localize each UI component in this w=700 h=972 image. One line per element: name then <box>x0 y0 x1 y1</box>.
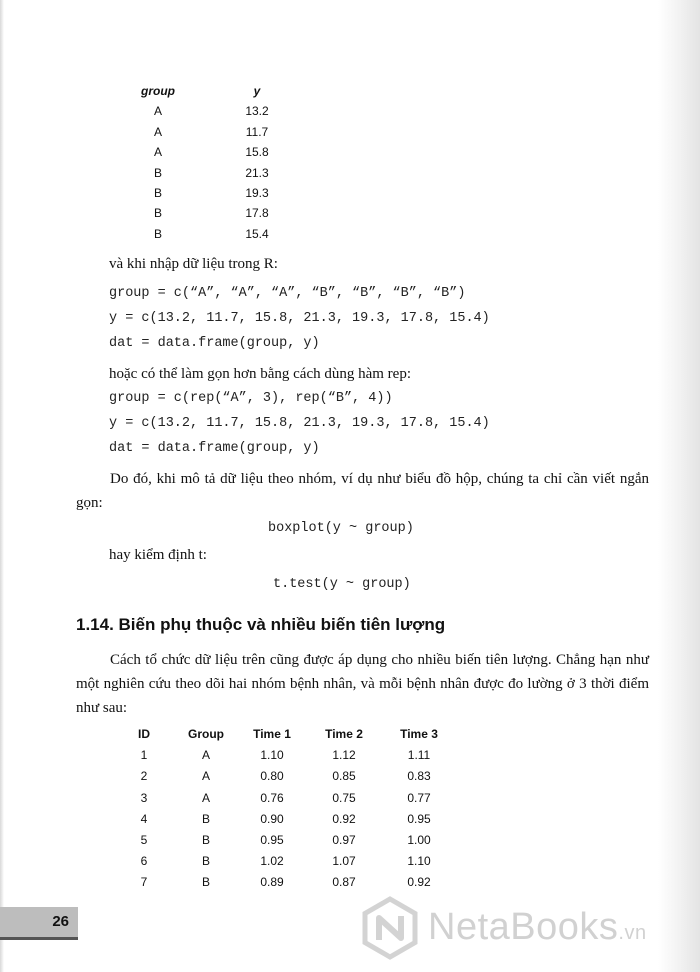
intro-r-text: và khi nhập dữ liệu trong R: <box>109 256 278 272</box>
table-cell: 4 <box>140 811 148 826</box>
table-cell: B <box>201 875 210 890</box>
watermark-suffix: .vn <box>618 922 647 944</box>
table-cell: 1.12 <box>332 748 356 763</box>
table-cell: B <box>153 206 162 221</box>
table-cell: 17.8 <box>245 206 269 221</box>
table-cell: 1.10 <box>407 854 431 869</box>
table-cell: 0.89 <box>260 875 284 890</box>
boxplot-paragraph: Do đó, khi mô tả dữ liệu theo nhóm, ví dụ như biểu đồ hộp, chúng ta chỉ cần viết ngắn gọn: <box>76 471 649 511</box>
table-cell: B <box>201 832 210 847</box>
table-cell: B <box>201 854 210 869</box>
table-cell: A <box>153 124 162 139</box>
table-cell: A <box>153 145 162 160</box>
table-cell: 2 <box>140 769 148 784</box>
table-row <box>126 745 466 766</box>
table-cell: 5 <box>140 832 148 847</box>
column-header-id: ID <box>138 727 150 741</box>
table-row <box>126 788 466 809</box>
table-cell: 0.80 <box>260 769 284 784</box>
page-number: 26 <box>52 913 69 930</box>
table-row <box>126 830 466 851</box>
watermark-text <box>428 906 647 949</box>
table-cell: 0.97 <box>332 832 356 847</box>
page-number-tab <box>0 907 78 940</box>
column-header-group: group <box>141 84 175 98</box>
code-line: group = c(“A”, “A”, “A”, “B”, “B”, “B”, “B”) <box>109 286 466 301</box>
table-row <box>126 872 466 893</box>
table-header-row <box>126 724 466 745</box>
table-row <box>126 851 466 872</box>
table-cell: 0.83 <box>407 769 431 784</box>
section-heading: 1.14. Biến phụ thuộc và nhiều biến tiên lượng <box>76 615 446 634</box>
table-cell: 0.95 <box>260 832 284 847</box>
table-cell: 0.90 <box>260 811 284 826</box>
netabooks-watermark <box>358 896 688 960</box>
column-header-group: Group <box>188 727 224 741</box>
intro-ttest-text: hay kiểm định t: <box>109 547 207 563</box>
column-header-time-2: Time 2 <box>325 727 363 741</box>
netabooks-logo-icon <box>358 896 422 960</box>
watermark-brand: NetaBooks <box>428 906 619 948</box>
patient-measurements-table <box>126 724 466 894</box>
page-number-underline <box>0 937 78 940</box>
table-cell: 3 <box>140 790 148 805</box>
table-cell: 13.2 <box>245 104 269 119</box>
table-cell: A <box>201 769 210 784</box>
section-paragraph: Cách tổ chức dữ liệu trên cũng được áp dụng cho nhiều biến tiên lượng. Chẳng hạn như một nghiên cứu theo dõi hai nhóm bệnh nhân, và mỗi bệnh nhân được đo lường ở 3 thời điểm như sau: <box>76 652 649 716</box>
table-cell: 1.07 <box>332 854 356 869</box>
code-line: dat = data.frame(group, y) <box>109 441 320 456</box>
table-cell: B <box>201 811 210 826</box>
table-cell: B <box>153 226 162 241</box>
table-cell: 1.11 <box>407 748 431 763</box>
ttest-code: t.test(y ~ group) <box>273 577 411 592</box>
table-cell: 11.7 <box>245 124 269 139</box>
page-spine-shadow <box>0 0 4 972</box>
code-line: y = c(13.2, 11.7, 15.8, 21.3, 19.3, 17.8, 15.4) <box>109 416 490 431</box>
table-cell: 1.02 <box>260 854 284 869</box>
table-cell: 21.3 <box>245 165 269 180</box>
table-cell: 0.76 <box>260 790 284 805</box>
page-edge-shadow <box>658 0 700 972</box>
code-line: dat = data.frame(group, y) <box>109 336 320 351</box>
table-cell: 15.4 <box>245 226 269 241</box>
column-header-time-3: Time 3 <box>400 727 438 741</box>
code-line: group = c(rep(“A”, 3), rep(“B”, 4)) <box>109 391 393 406</box>
table-cell: 7 <box>140 875 148 890</box>
table-cell: 6 <box>140 854 148 869</box>
table-cell: 0.92 <box>332 811 356 826</box>
table-cell: 19.3 <box>245 185 269 200</box>
table-cell: 0.95 <box>407 811 431 826</box>
table-cell: 1.00 <box>407 832 431 847</box>
table-cell: 0.85 <box>332 769 356 784</box>
table-cell: 15.8 <box>245 145 269 160</box>
table-cell: 1.10 <box>260 748 284 763</box>
table-cell: A <box>153 104 162 119</box>
table-cell: 0.87 <box>332 875 356 890</box>
column-header-y: y <box>253 84 261 98</box>
table-cell: 1 <box>140 748 148 763</box>
table-row <box>126 766 466 787</box>
table-cell: A <box>201 790 210 805</box>
table-cell: 0.92 <box>407 875 431 890</box>
intro-rep-text: hoặc có thể làm gọn hơn bằng cách dùng hàm rep: <box>109 366 411 382</box>
code-line: y = c(13.2, 11.7, 15.8, 21.3, 19.3, 17.8, 15.4) <box>109 311 490 326</box>
boxplot-code: boxplot(y ~ group) <box>268 521 414 536</box>
column-header-time-1: Time 1 <box>253 727 291 741</box>
table-cell: B <box>153 185 162 200</box>
table-cell: A <box>201 748 210 763</box>
table-cell: 0.77 <box>407 790 431 805</box>
table-cell: 0.75 <box>332 790 356 805</box>
table-cell: B <box>153 165 162 180</box>
table-row <box>126 809 466 830</box>
